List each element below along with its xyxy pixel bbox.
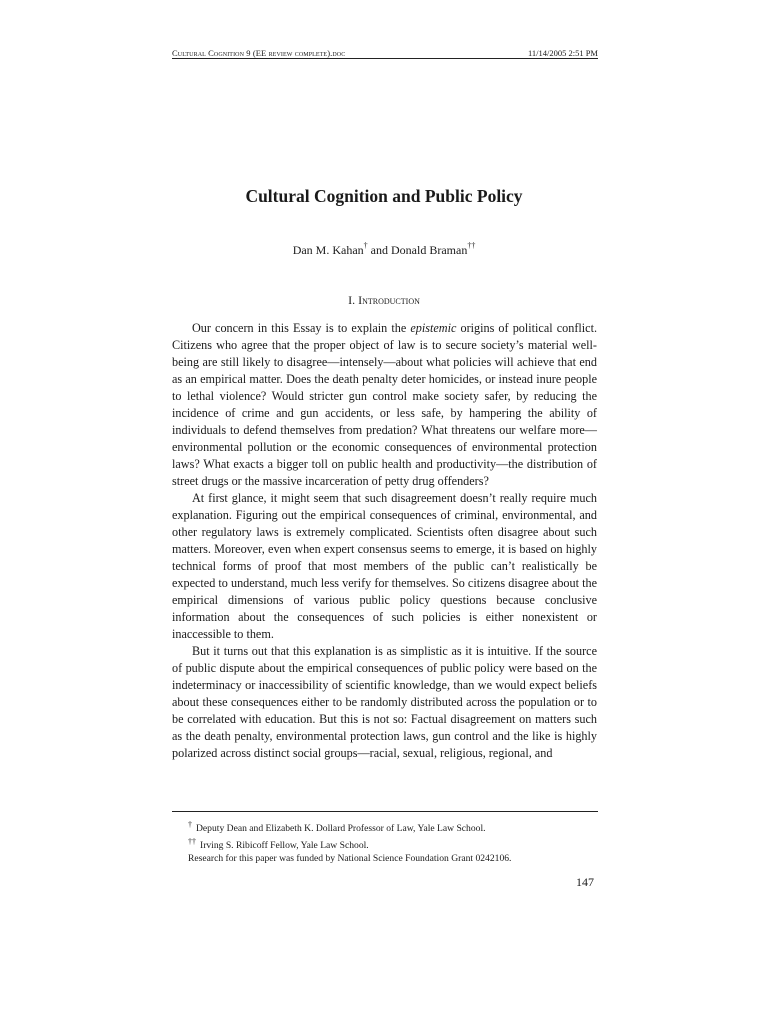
paper-title: Cultural Cognition and Public Policy [245, 186, 523, 206]
footnote-divider [172, 811, 598, 812]
footnotes [188, 818, 598, 865]
footnote-text: Research for this paper was funded by National Science Foundation Grant 0242106. [188, 853, 512, 865]
emphasis-text: epistemic [410, 321, 457, 335]
footnote-text: Irving S. Ribicoff Fellow, Yale Law School. [200, 840, 369, 852]
footnote [188, 852, 598, 865]
page-number: 147 [576, 875, 594, 889]
author-line [0, 242, 768, 258]
author-footnote-mark: †† [467, 241, 476, 250]
author-connector: and [367, 243, 391, 257]
body-text [172, 320, 597, 762]
running-head [172, 44, 598, 59]
footnote [188, 835, 598, 852]
body-paragraph: But it turns out that this explanation is as simplistic as it is intuitive. If the source of public dispute about the empirical consequences of public policy were based on the indeterminacy or inaccessibility of scientific knowledge, than we would expect beliefs about these consequences either to be randomly distributed across the population or to be correlated with education. But this is not so: Factual disagreement on matters such as the death penalty, environmental protection laws, gun control and the like is highly polarized across distinct social groups—racial, sexual, religious, regional, and [172, 644, 597, 760]
author-name: Donald Braman [391, 243, 468, 257]
author-footnote-mark: † [363, 241, 368, 250]
running-head-filename: Cultural Cognition 9 (EE review complete).doc [172, 48, 346, 58]
footnote [188, 818, 598, 835]
footnote-mark: † [188, 820, 192, 829]
footnote-text: Deputy Dean and Elizabeth K. Dollard Professor of Law, Yale Law School. [196, 823, 486, 835]
body-paragraph: Our concern in this Essay is to explain the epistemic origins of political conflict. Citizens who agree that the proper object of law is to secure society’s material well-being are still likely to disagree—intensely—about what policies will achieve that end as an empirical matter. Does the death penalty deter homicides, or instead inure people to lethal violence? Would stricter gun control make society safer, by reducing the incidence of crime and gun accidents, or less safe, by hampering the ability of individuals to defend themselves from predation? What threatens our welfare more—environmental pollution or the economic consequences of environmental protection laws? What exacts a bigger toll on public health and productivity—the distribution of street drugs or the massive incarceration of petty drug offenders? [172, 321, 597, 488]
section-heading: I. Introduction [348, 293, 420, 307]
footnote-mark: †† [188, 837, 196, 847]
running-head-timestamp: 11/14/2005 2:51 PM [527, 48, 598, 58]
author-name: Dan M. Kahan [292, 243, 364, 257]
body-paragraph: At first glance, it might seem that such disagreement doesn’t really require much explanation. Figuring out the empirical consequences of criminal, environmental, and other regulatory laws is extremely complicated. Scientists often disagree about such matters. Moreover, even when expert consensus seems to emerge, it is based on highly technical forms of proof that most members of the public can’t realistically be expected to understand, much less verify for themselves. So citizens disagree about the empirical dimensions of various public policy questions because conclusive information about the consequences of such policies is either nonexistent or inaccessible to them. [172, 491, 597, 641]
